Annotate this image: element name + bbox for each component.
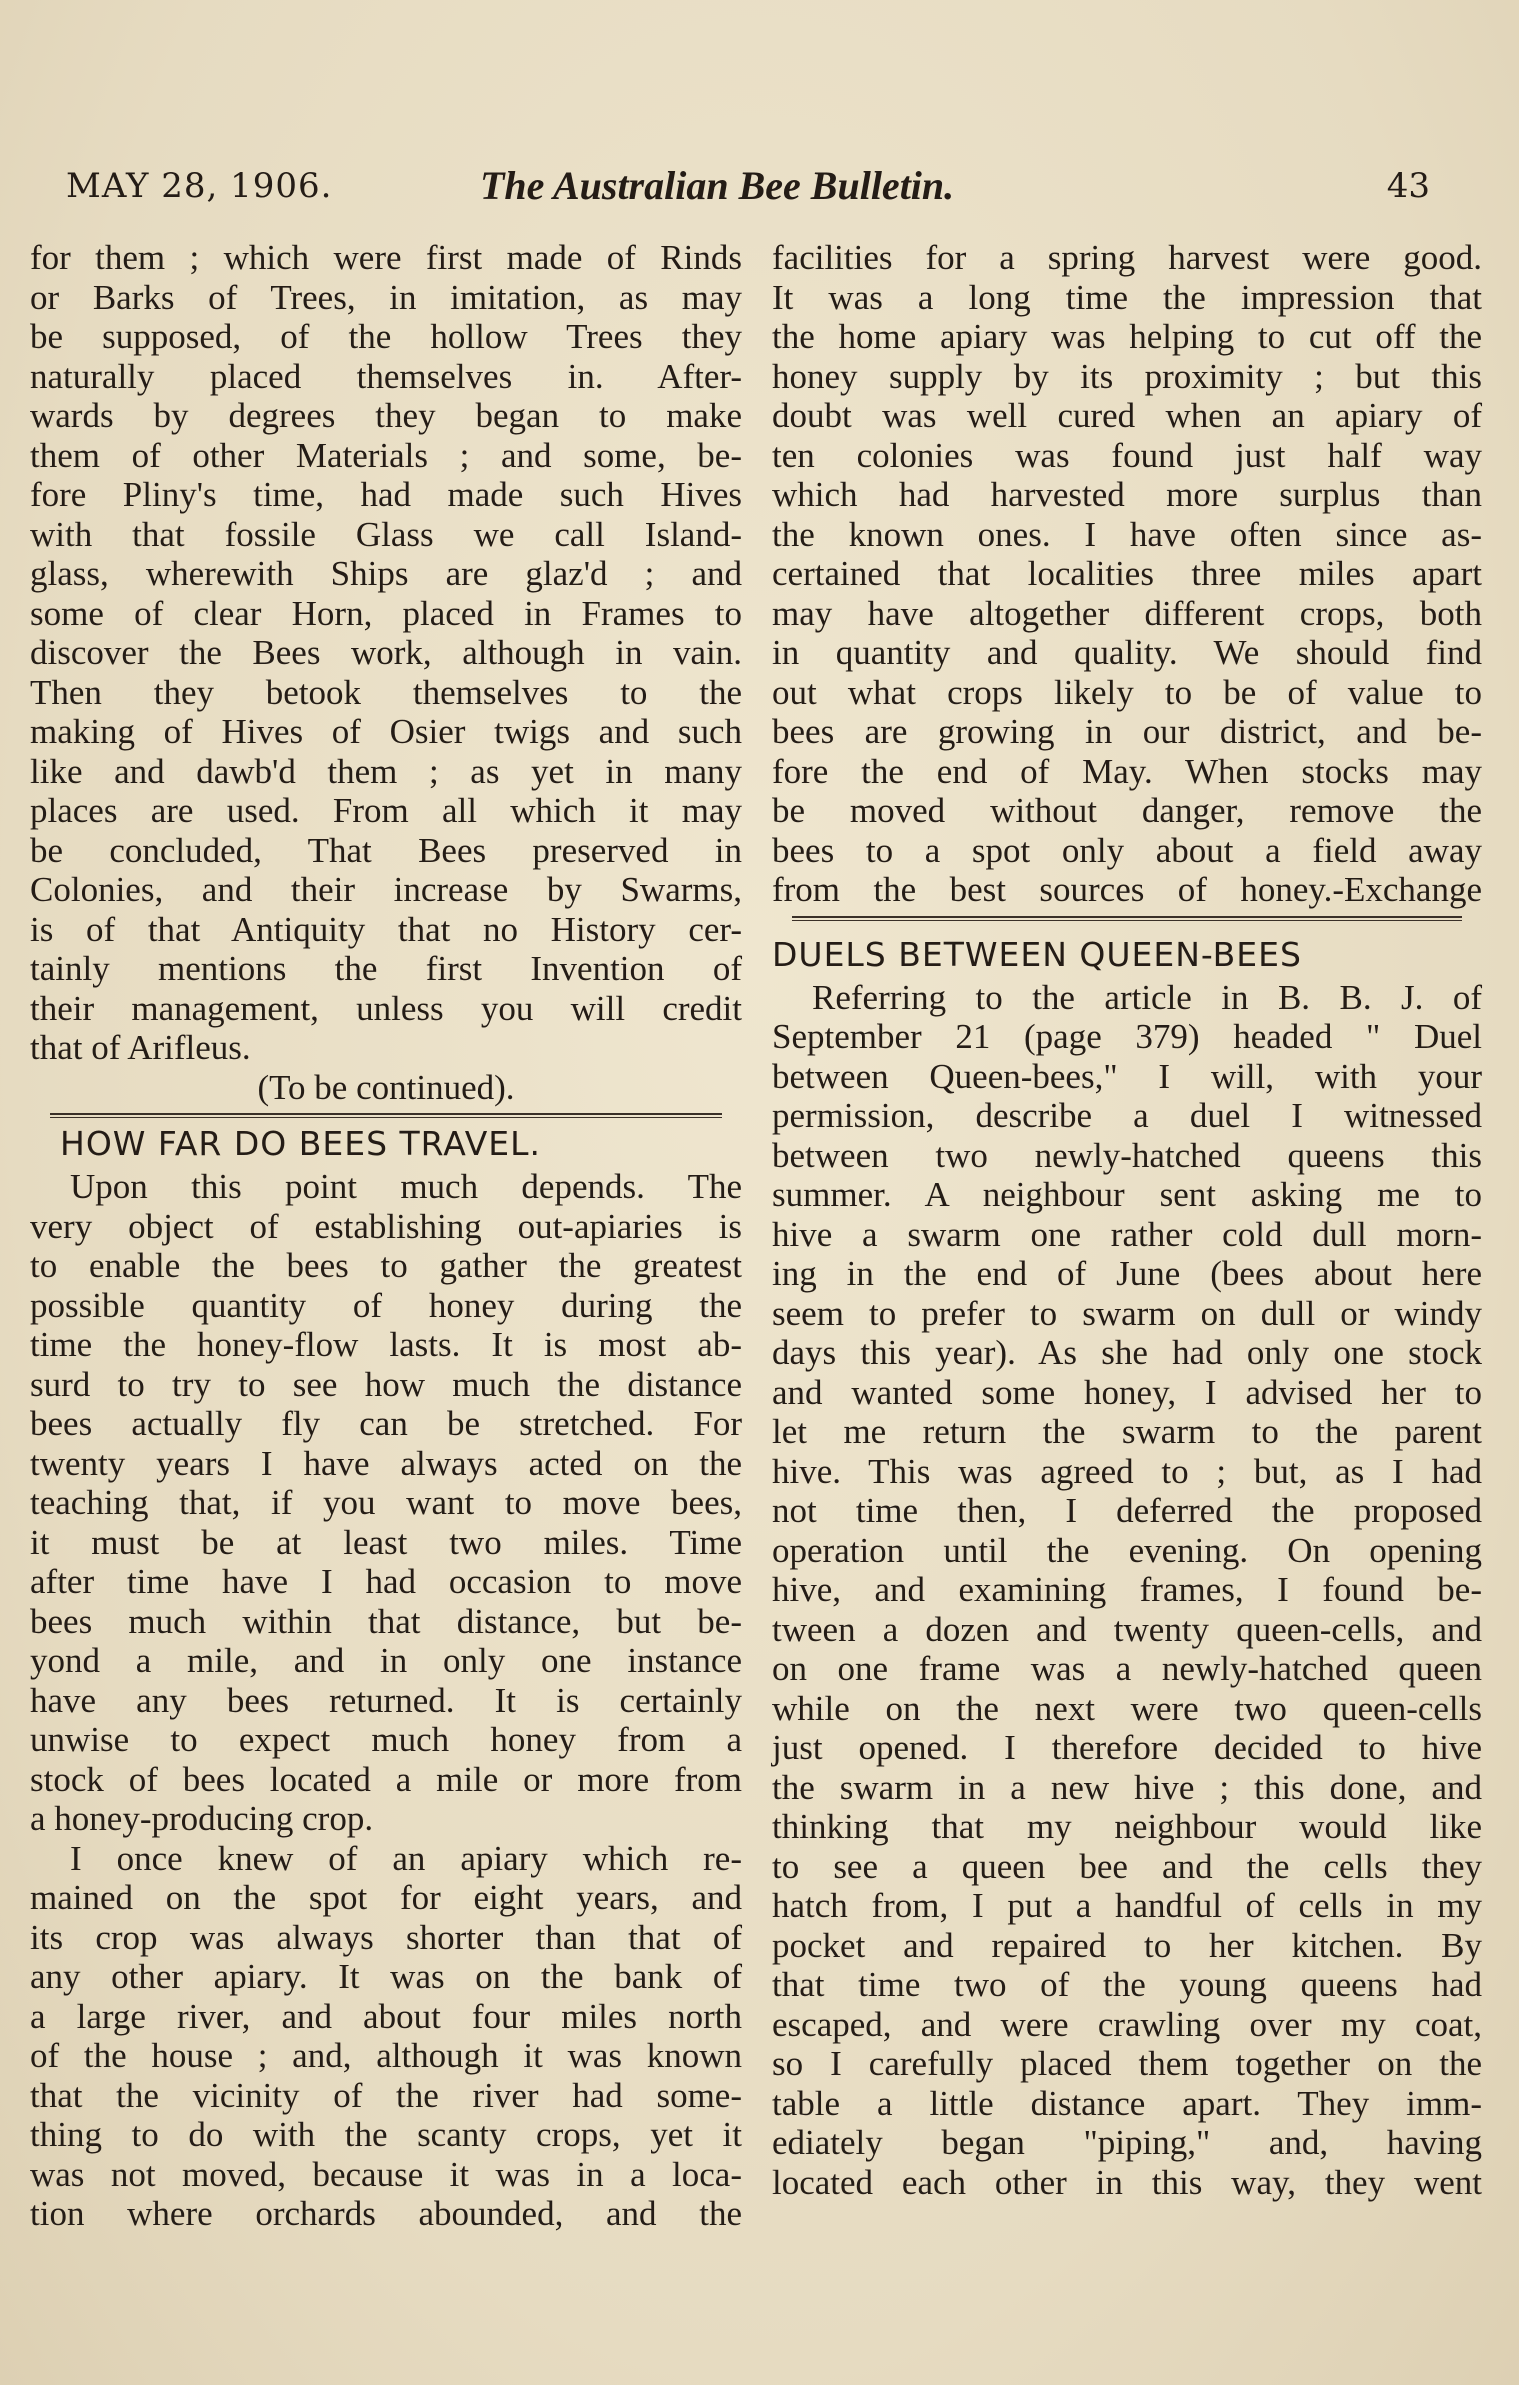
text-line: and wanted some honey, I advised her to — [772, 1372, 1482, 1412]
text-line: its crop was always shorter than that of — [30, 1917, 742, 1957]
text-line: naturally placed themselves in. After- — [30, 356, 742, 396]
text-line: unwise to expect much honey from a — [30, 1720, 742, 1759]
text-line: hive. This was agreed to ; but, as I had — [772, 1451, 1482, 1491]
text-line: thing to do with the scanty crops, yet it — [30, 2115, 742, 2154]
text-line: on one frame was a newly-hatched queen — [772, 1649, 1482, 1688]
text-line: so I carefully placed them together on the — [772, 2044, 1482, 2083]
article-heading: HOW FAR DO BEES TRAVEL. — [60, 1124, 542, 1163]
text-line: days this year). As she had only one stock — [772, 1333, 1482, 1372]
text-line: from the best sources of honey.-Exchange — [772, 870, 1482, 909]
text-line: bees are growing in our district, and be- — [772, 712, 1482, 751]
page-number: 43 — [1386, 166, 1430, 206]
text-line: to enable the bees to gather the greatest — [30, 1246, 742, 1285]
text-line: ediately began "piping," and, having — [772, 2123, 1482, 2162]
text-line: after time have I had occasion to move — [30, 1562, 742, 1601]
left-column — [30, 238, 742, 2234]
text-line: that of Arifleus. — [30, 1028, 251, 1067]
section-divider — [30, 1107, 742, 1121]
text-line: ing in the end of June (bees about here — [772, 1254, 1482, 1293]
publication-title: The Australian Bee Bulletin. — [480, 163, 955, 208]
text-line: time the honey-flow lasts. It is most ab- — [30, 1325, 742, 1364]
text-line: be supposed, of the hollow Trees they — [30, 317, 742, 356]
text-line: Referring to the article in B. B. J. of — [812, 977, 1482, 1017]
text-line: yond a mile, and in only one instance — [30, 1641, 742, 1680]
text-line: them of other Materials ; and some, be- — [30, 435, 742, 475]
text-line: tainly mentions the first Invention of — [30, 949, 742, 988]
text-line: It was a long time the impression that — [772, 277, 1482, 317]
text-line: hive, and examining frames, I found be- — [772, 1570, 1482, 1609]
text-line: located each other in this way, they went — [772, 2162, 1482, 2202]
text-line: be moved without danger, remove the — [772, 791, 1482, 830]
text-line: certained that localities three miles apart — [772, 554, 1482, 593]
text-line: is of that Antiquity that no History cer- — [30, 909, 742, 949]
text-line: teaching that, if you want to move bees, — [30, 1483, 742, 1522]
text-line: honey supply by its proximity ; but this — [772, 356, 1482, 396]
text-line: September 21 (page 379) headed " Duel — [772, 1017, 1482, 1056]
text-line: ten colonies was found just half way — [772, 435, 1482, 475]
text-line: that time two of the young queens had — [772, 1965, 1482, 2004]
text-line: Colonies, and their increase by Swarms, — [30, 870, 742, 909]
text-line: was not moved, because it was in a loca- — [30, 2154, 742, 2194]
text-line: for them ; which were first made of Rinds — [30, 238, 742, 277]
text-line: or Barks of Trees, in imitation, as may — [30, 277, 742, 317]
text-line: tween a dozen and twenty queen-cells, and — [772, 1609, 1482, 1649]
text-line: of the house ; and, although it was known — [30, 2036, 742, 2075]
text-line: twenty years I have always acted on the — [30, 1443, 742, 1483]
text-line: hatch from, I put a handful of cells in my — [772, 1886, 1482, 1925]
text-line: which had harvested more surplus than — [772, 475, 1482, 514]
text-line: bees much within that distance, but be- — [30, 1601, 742, 1641]
text-line: it must be at least two miles. Time — [30, 1522, 742, 1562]
text-line: their management, unless you will credit — [30, 988, 742, 1028]
text-line: places are used. From all which it may — [30, 791, 742, 830]
text-line: with that fossile Glass we call Island- — [30, 514, 742, 554]
article-paragraph — [30, 1839, 742, 2234]
text-line: a honey-producing crop. — [30, 1799, 374, 1838]
article-paragraph — [772, 978, 1482, 2203]
text-line: in quantity and quality. We should find — [772, 633, 1482, 672]
text-line: doubt was well cured when an apiary of — [772, 396, 1482, 435]
text-line: fore Pliny's time, had made such Hives — [30, 475, 742, 514]
text-line: bees to a spot only about a field away — [772, 830, 1482, 870]
continued-note: (To be continued). — [257, 1067, 515, 1107]
text-line: mained on the spot for eight years, and — [30, 1878, 742, 1917]
text-line: making of Hives of Osier twigs and such — [30, 712, 742, 751]
text-line: the home apiary was helping to cut off the — [772, 317, 1482, 356]
text-line: just opened. I therefore decided to hive — [772, 1728, 1482, 1767]
text-line: while on the next were two queen-cells — [772, 1688, 1482, 1728]
text-line: the known ones. I have often since as- — [772, 514, 1482, 554]
text-line: facilities for a spring harvest were good. — [772, 238, 1482, 277]
text-line: tion where orchards abounded, and the — [30, 2194, 742, 2233]
text-line: permission, describe a duel I witnessed — [772, 1096, 1482, 1135]
text-line: stock of bees located a mile or more from — [30, 1759, 742, 1799]
text-line: seem to prefer to swarm on dull or windy — [772, 1293, 1482, 1333]
text-line: I once knew of an apiary which re- — [70, 1838, 742, 1878]
text-line: surd to try to see how much the distance — [30, 1364, 742, 1404]
text-line: may have altogether different crops, both — [772, 593, 1482, 633]
text-line: summer. A neighbour sent asking me to — [772, 1175, 1482, 1214]
text-line: between two newly-hatched queens this — [772, 1135, 1482, 1175]
text-line: fore the end of May. When stocks may — [772, 751, 1482, 791]
text-line: Then they betook themselves to the — [30, 672, 742, 712]
text-line: bees actually fly can be stretched. For — [30, 1404, 742, 1443]
text-line: out what crops likely to be of value to — [772, 672, 1482, 712]
text-line: Upon this point much depends. The — [70, 1167, 742, 1206]
running-header — [60, 162, 1440, 218]
text-line: the swarm in a new hive ; this done, and — [772, 1767, 1482, 1807]
text-line: glass, wherewith Ships are glaz'd ; and — [30, 554, 742, 593]
text-line: pocket and repaired to her kitchen. By — [772, 1925, 1482, 1965]
article-paragraph — [30, 1167, 742, 1839]
continued-article-text — [30, 238, 742, 1107]
text-line: table a little distance apart. They imm- — [772, 2083, 1482, 2123]
continued-article-text — [772, 238, 1482, 910]
text-line: very object of establishing out-apiaries is — [30, 1206, 742, 1246]
text-line: let me return the swarm to the parent — [772, 1412, 1482, 1451]
text-line: like and dawb'd them ; as yet in many — [30, 751, 742, 791]
text-line: to see a queen bee and the cells they — [772, 1846, 1482, 1886]
text-line: have any bees returned. It is certainly — [30, 1680, 742, 1720]
text-line: a large river, and about four miles north — [30, 1996, 742, 2036]
text-line: thinking that my neighbour would like — [772, 1807, 1482, 1846]
text-line: some of clear Horn, placed in Frames to — [30, 593, 742, 633]
text-line: possible quantity of honey during the — [30, 1285, 742, 1325]
text-line: be concluded, That Bees preserved in — [30, 830, 742, 870]
text-line: between Queen-bees," I will, with your — [772, 1056, 1482, 1096]
section-divider — [772, 910, 1482, 924]
text-line: discover the Bees work, although in vain. — [30, 633, 742, 672]
text-line: not time then, I deferred the proposed — [772, 1491, 1482, 1530]
text-line: wards by degrees they began to make — [30, 396, 742, 435]
text-line: hive a swarm one rather cold dull morn- — [772, 1214, 1482, 1254]
text-line: escaped, and were crawling over my coat, — [772, 2004, 1482, 2044]
text-line: that the vicinity of the river had some- — [30, 2075, 742, 2115]
text-line: operation until the evening. On opening — [772, 1530, 1482, 1570]
right-column — [772, 238, 1482, 2202]
issue-date: MAY 28, 1906. — [66, 166, 333, 206]
text-line: any other apiary. It was on the bank of — [30, 1957, 742, 1996]
article-heading: DUELS BETWEEN QUEEN-BEES — [772, 934, 1302, 974]
